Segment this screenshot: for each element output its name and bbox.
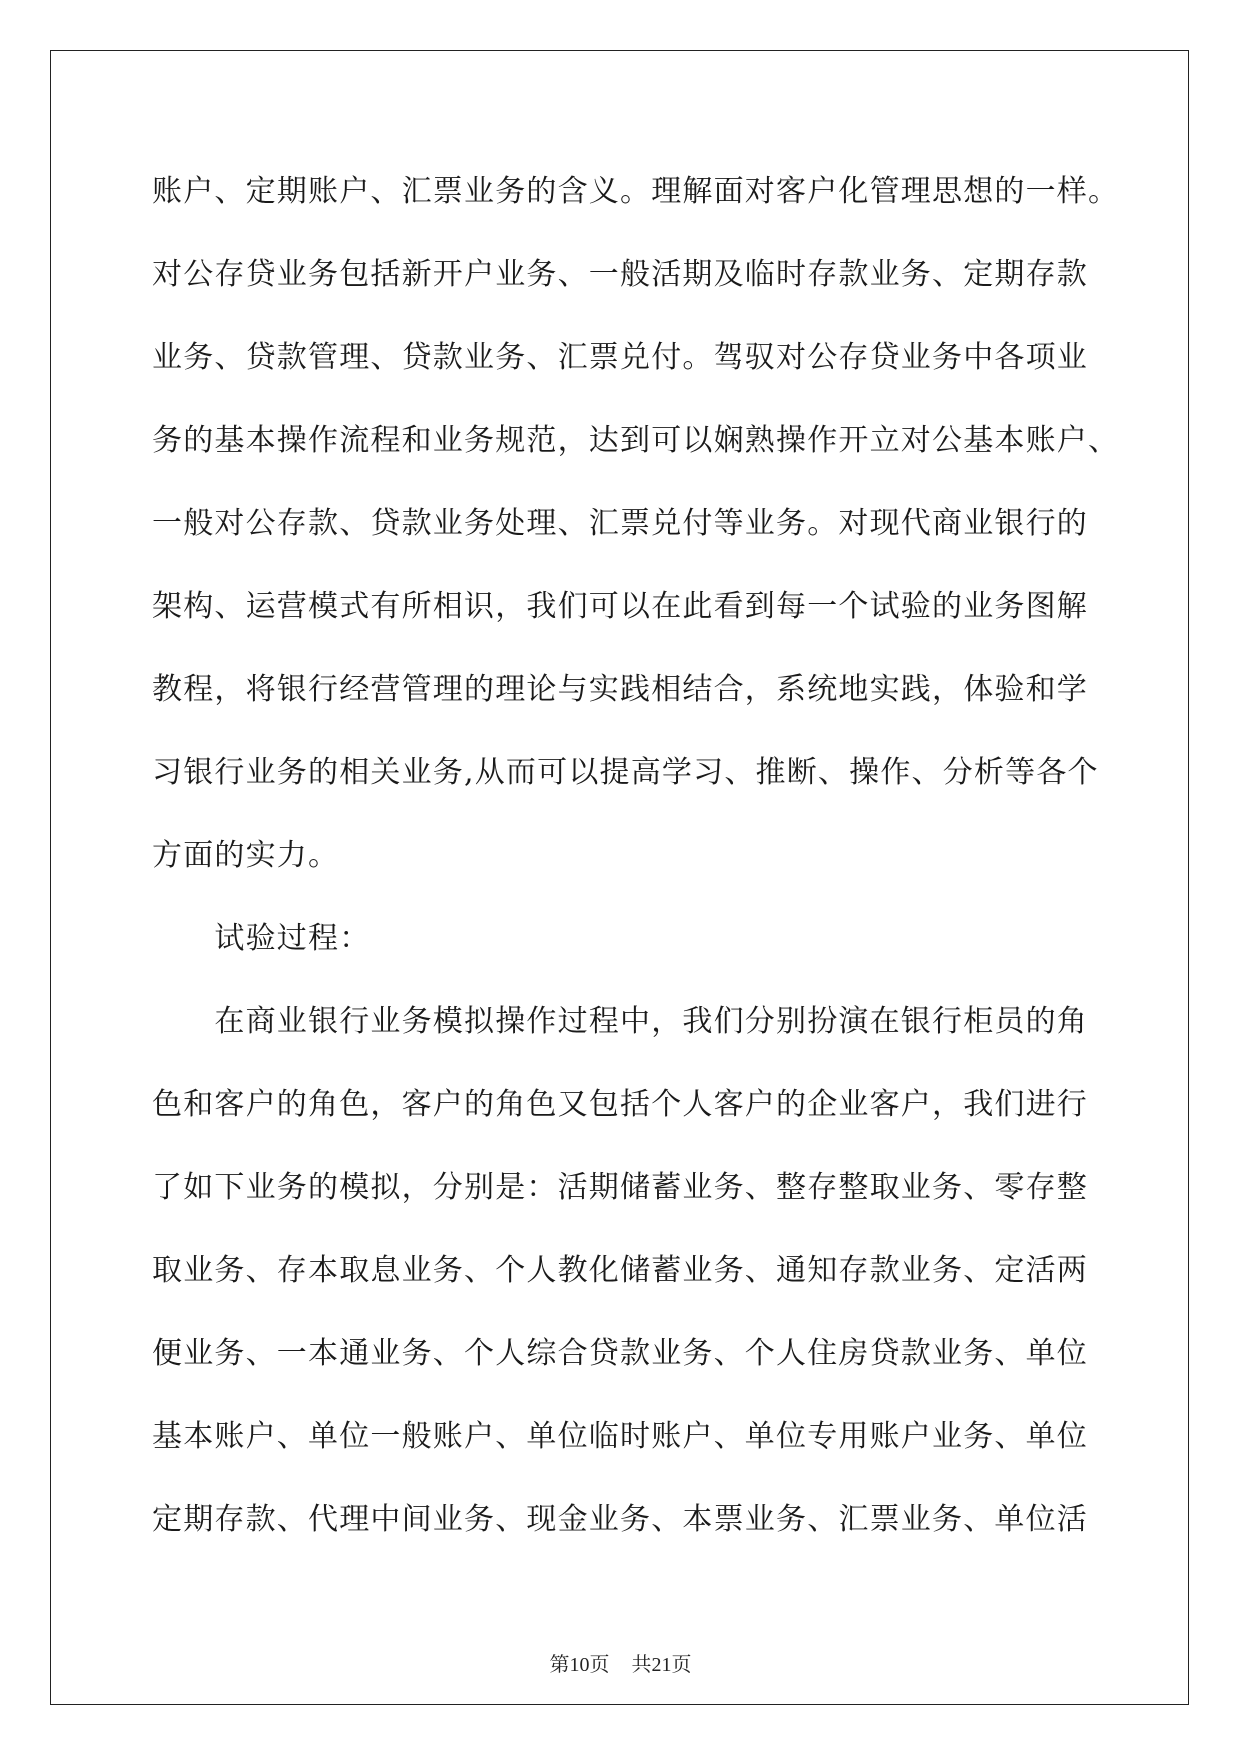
body-line: 色和客户的角色，客户的角色又包括个人客户的企业客户，我们进行: [152, 1087, 1088, 1122]
page-number: 第10页: [549, 1654, 610, 1676]
body-line: 定期存款、代理中间业务、现金业务、本票业务、汇票业务、单位活: [152, 1502, 1088, 1537]
body-line: 教程，将银行经营管理的理论与实践相结合，系统地实践，体验和学: [152, 672, 1088, 707]
body-line: 取业务、存本取息业务、个人教化储蓄业务、通知存款业务、定活两: [152, 1253, 1088, 1288]
section-heading: 试验过程：: [152, 921, 371, 956]
body-line: 一般对公存款、贷款业务处理、汇票兑付等业务。对现代商业银行的: [152, 506, 1088, 541]
body-line: 务的基本操作流程和业务规范，达到可以娴熟操作开立对公基本账户、: [152, 423, 1120, 458]
body-line: 账户、定期账户、汇票业务的含义。理解面对客户化管理思想的一样。: [152, 174, 1120, 209]
body-line: 了如下业务的模拟，分别是：活期储蓄业务、整存整取业务、零存整: [152, 1170, 1088, 1205]
page-footer: [0, 1648, 1241, 1677]
body-line: 架构、运营模式有所相识，我们可以在此看到每一个试验的业务图解: [152, 589, 1088, 624]
body-line: 对公存贷业务包括新开户业务、一般活期及临时存款业务、定期存款: [152, 257, 1088, 292]
body-line: 方面的实力。: [152, 838, 340, 873]
body-text: [152, 150, 1120, 1561]
body-line: 习银行业务的相关业务,从而可以提高学习、推断、操作、分析等各个: [152, 755, 1099, 790]
body-line: 基本账户、单位一般账户、单位临时账户、单位专用账户业务、单位: [152, 1419, 1088, 1454]
body-line: 业务、贷款管理、贷款业务、汇票兑付。驾驭对公存贷业务中各项业: [152, 340, 1088, 375]
body-line: 在商业银行业务模拟操作过程中，我们分别扮演在银行柜员的角: [152, 1004, 1088, 1039]
body-line: 便业务、一本通业务、个人综合贷款业务、个人住房贷款业务、单位: [152, 1336, 1088, 1371]
total-pages: 共21页: [631, 1654, 692, 1676]
